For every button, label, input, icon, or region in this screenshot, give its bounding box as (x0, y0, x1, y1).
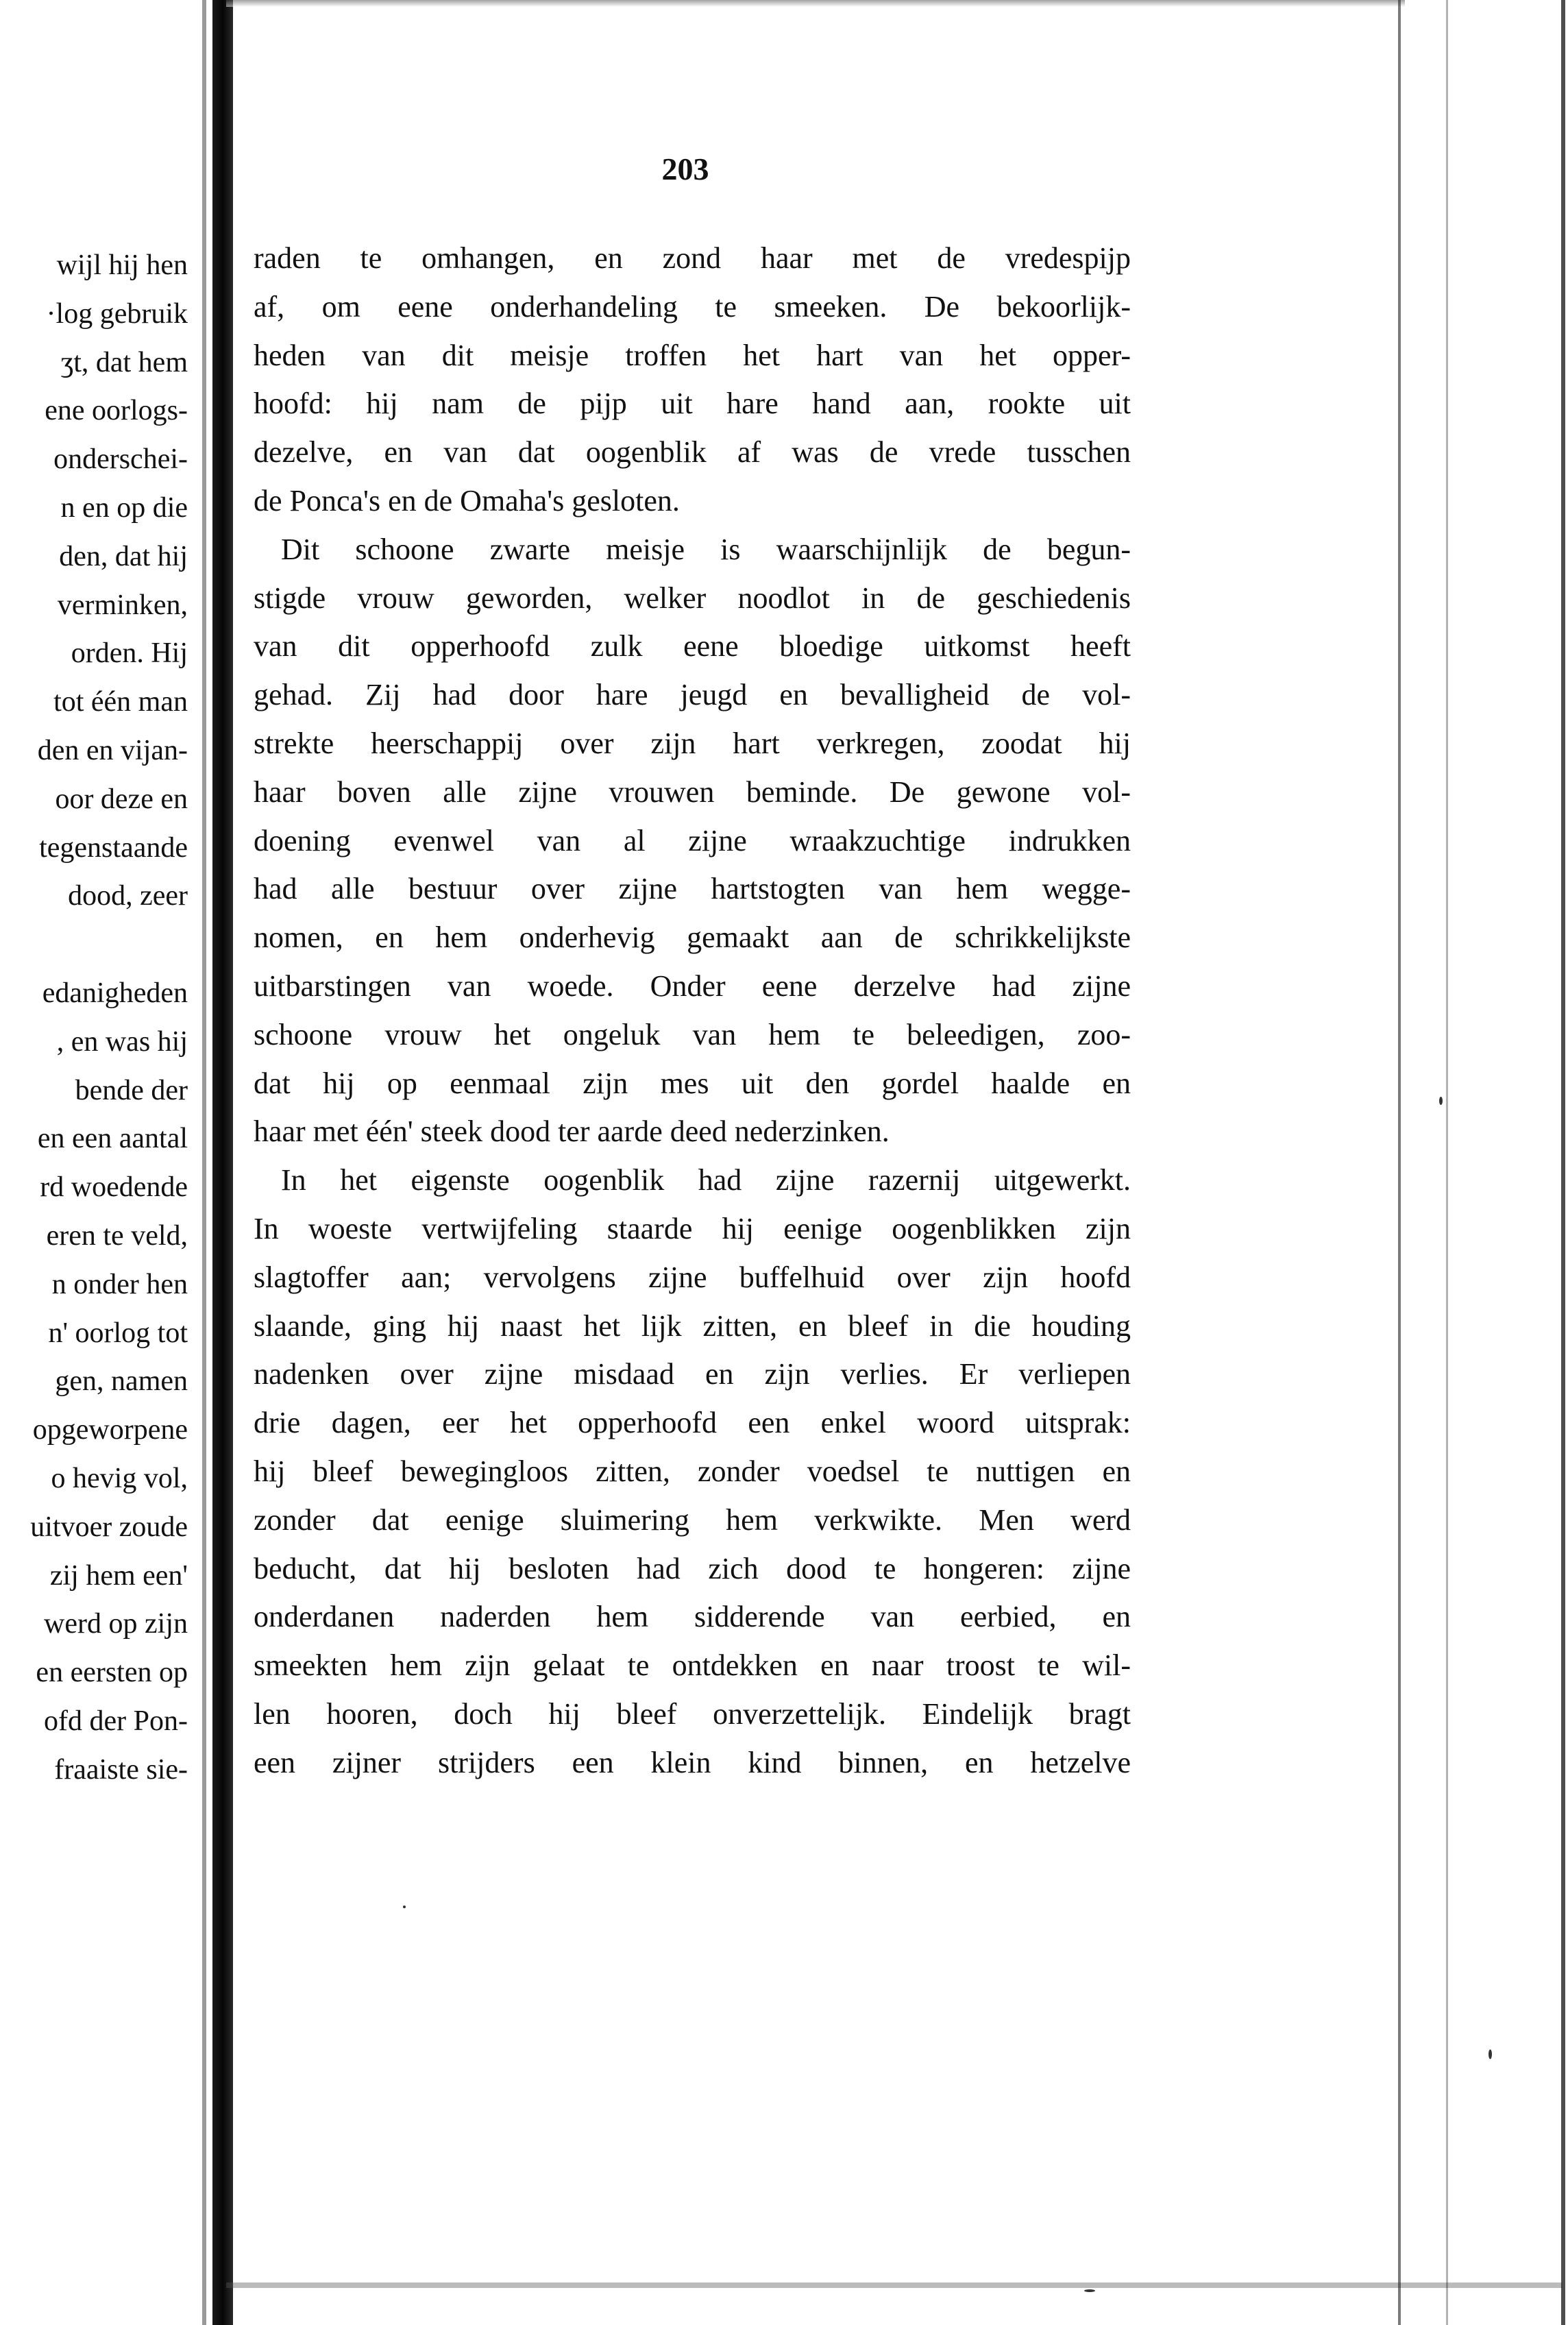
left-line: en eersten op (36, 1657, 188, 1689)
text-line: van dit opperhoofd zulk eene bloedige uitkomst heeft (254, 629, 1131, 664)
left-line: ·log gebruik (46, 297, 188, 330)
left-line: n' oorlog tot (48, 1317, 188, 1349)
text-line: schoone vrouw het ongeluk van hem te beleedigen, zoo- (254, 1017, 1131, 1051)
text-line: strekte heerschappij over zijn hart verkregen, zoodat hij (254, 726, 1131, 760)
text-line: In het eigenste oogenblik had zijne razernij uitgewerkt. (281, 1163, 1131, 1197)
left-line: orden. Hij (71, 637, 188, 670)
left-line: zij hem een' (49, 1559, 188, 1592)
left-line: ofd der Pon- (44, 1705, 188, 1737)
left-line: opgeworpene (32, 1414, 188, 1446)
text-line: Dit schoone zwarte meisje is waarschijnlijk de begun- (281, 532, 1131, 566)
left-line: dood, zeer (68, 880, 188, 912)
text-line: len hooren, doch hij bleef onverzettelijk. Eindelijk bragt (254, 1696, 1131, 1731)
text-line: gehad. Zij had door hare jeugd en bevalligheid de vol- (254, 678, 1131, 712)
binding-gutter (212, 0, 233, 2325)
left-line (0, 921, 188, 969)
left-line: den en vijan- (37, 734, 188, 766)
left-line: eren te veld, (46, 1219, 188, 1252)
ink-speck (403, 1906, 406, 1908)
left-line: tegenstaande (39, 831, 188, 864)
left-line: tot één man (53, 686, 188, 718)
left-line: gen, namen (55, 1365, 188, 1398)
page-bottom-edge (226, 2283, 1563, 2288)
text-line: haar boven alle zijne vrouwen beminde. De gewone vol- (254, 775, 1131, 809)
text-line: had alle bestuur over zijne hartstogten van hem wegge- (254, 872, 1131, 906)
left-line: n onder hen (51, 1268, 188, 1300)
text-line: nomen, en hem onderhevig gemaakt aan de schrikkelijkste (254, 921, 1131, 955)
left-line: o hevig vol, (51, 1462, 188, 1494)
text-line: In woeste vertwijfeling staarde hij eenige oogenblikken zijn (254, 1211, 1131, 1245)
text-line: heden van dit meisje troffen het hart van het opper- (254, 338, 1131, 372)
ink-speck (1084, 2289, 1095, 2292)
left-line: en een aantal (37, 1123, 188, 1155)
left-line: onderschei- (53, 443, 188, 476)
text-line: uitbarstingen van woede. Onder eene derzelve had zijne (254, 969, 1131, 1003)
page-number: 203 (661, 151, 709, 186)
left-line: ʒt, dat hem (60, 346, 188, 378)
text-line: dat hij op eenmaal zijn mes uit den gordel haalde en (254, 1066, 1131, 1100)
left-line: uitvoer zoude (30, 1511, 188, 1543)
page-edge-line (1446, 0, 1448, 2325)
text-line: haar met één' steek dood ter aarde deed nederzinken. (254, 1115, 890, 1149)
left-page-text (0, 241, 188, 1794)
text-line: drie dagen, eer het opperhoofd een enkel woord uitsprak: (254, 1406, 1131, 1440)
text-line: stigde vrouw geworden, welker noodlot in de geschiedenis (254, 581, 1131, 615)
left-line: wijl hij hen (56, 249, 188, 281)
text-line: een zijner strijders een klein kind binnen, en hetzelve (254, 1745, 1131, 1779)
text-line: beducht, dat hij besloten had zich dood te hongeren: zijne (254, 1551, 1131, 1585)
left-page-fragment (0, 0, 212, 2325)
text-line: slagtoffer aan; vervolgens zijne buffelhuid over zijn hoofd (254, 1260, 1131, 1294)
left-line: , en was hij (56, 1025, 188, 1058)
text-line: slaande, ging hij naast het lijk zitten, en bleef in die houding (254, 1308, 1131, 1343)
page-top-edge (226, 0, 1405, 7)
left-line: rd woedende (40, 1171, 188, 1204)
text-line: af, om eene onderhandeling te smeeken. De bekoorlijk- (254, 289, 1131, 324)
page-edge-line (1398, 0, 1401, 2325)
text-line: onderdanen naderden hem sidderende van eerbied, en (254, 1600, 1131, 1634)
left-line: fraaiste sie- (54, 1753, 188, 1786)
text-line: smeekten hem zijn gelaat te ontdekken en naar troost te wil- (254, 1648, 1131, 1683)
text-line: doening evenwel van al zijne wraakzuchtige indrukken (254, 823, 1131, 857)
ink-speck (1489, 2049, 1492, 2059)
left-line: den, dat hij (59, 540, 188, 572)
text-line: nadenken over zijne misdaad en zijn verlies. Er verliepen (254, 1357, 1131, 1391)
text-line: hoofd: hij nam de pijp uit hare hand aan, rookte uit (254, 387, 1131, 421)
gutter-edge (202, 0, 206, 2325)
left-line: edanigheden (42, 977, 188, 1009)
ink-speck (1439, 1097, 1443, 1105)
text-line: zonder dat eenige sluimering hem verkwikte. Men werd (254, 1502, 1131, 1537)
page-edge-line (1561, 0, 1565, 2325)
left-line: ene oorlogs- (45, 395, 188, 427)
left-line: oor deze en (55, 783, 188, 815)
text-line: dezelve, en van dat oogenblik af was de vrede tusschen (254, 435, 1131, 470)
left-line: n en op die (60, 491, 188, 524)
body-text (254, 234, 1131, 1788)
left-line: verminken, (57, 589, 188, 621)
text-line: de Ponca's en de Omaha's gesloten. (254, 483, 680, 518)
left-line: bende der (75, 1074, 188, 1106)
left-line: werd op zijn (44, 1608, 188, 1640)
text-line: hij bleef bewegingloos zitten, zonder voedsel te nuttigen en (254, 1454, 1131, 1488)
text-line: raden te omhangen, en zond haar met de vredespijp (254, 241, 1131, 275)
